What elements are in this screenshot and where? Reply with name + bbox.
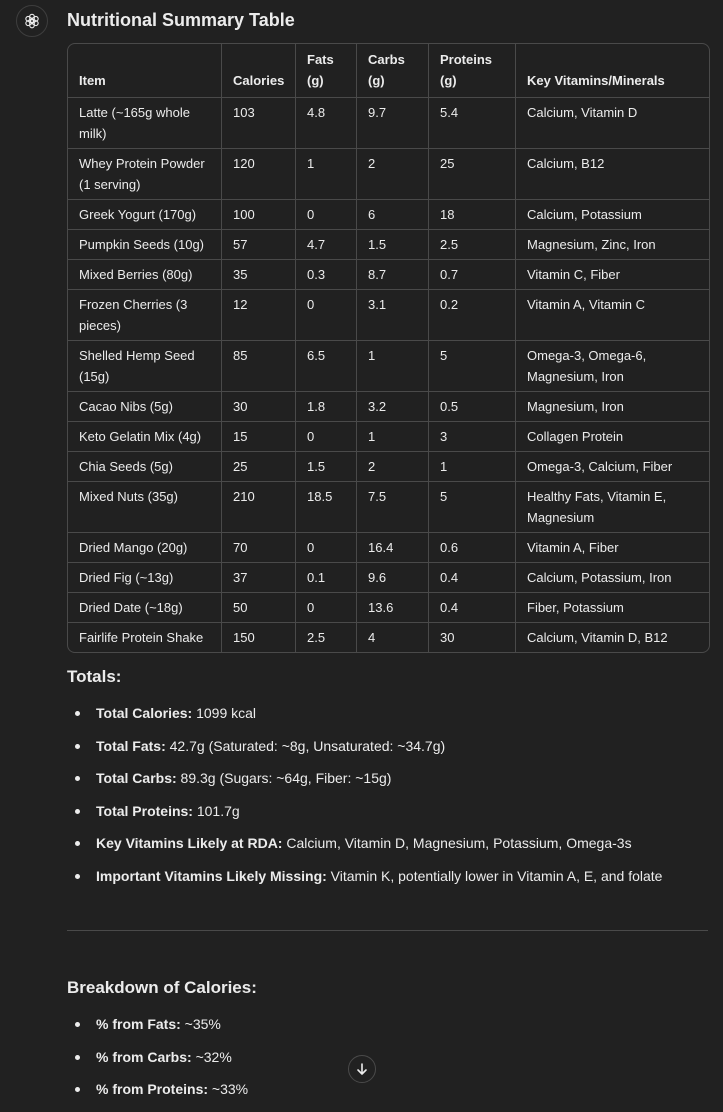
cell-carbs: 3.2: [357, 392, 429, 422]
cell-calories: 100: [222, 200, 296, 230]
table-row: [68, 200, 709, 230]
cell-item: Dried Mango (20g): [68, 533, 222, 563]
table-row: [68, 260, 709, 290]
table-header-row: [68, 44, 709, 98]
header-vitamins: Key Vitamins/Minerals: [516, 44, 710, 98]
cell-item: Dried Fig (~13g): [68, 563, 222, 593]
cell-proteins: 25: [429, 149, 516, 200]
cell-fats: 0.3: [296, 260, 357, 290]
cell-vitamins: Omega-3, Calcium, Fiber: [516, 452, 710, 482]
table-row: [68, 341, 709, 392]
cell-calories: 120: [222, 149, 296, 200]
cell-calories: 85: [222, 341, 296, 392]
cell-fats: 6.5: [296, 341, 357, 392]
cell-calories: 210: [222, 482, 296, 533]
cell-vitamins: Magnesium, Iron: [516, 392, 710, 422]
assistant-avatar: [16, 5, 48, 37]
arrow-down-icon: [355, 1062, 369, 1076]
cell-fats: 1.5: [296, 452, 357, 482]
cell-item: Shelled Hemp Seed (15g): [68, 341, 222, 392]
cell-carbs: 2: [357, 452, 429, 482]
cell-carbs: 2: [357, 149, 429, 200]
cell-item: Latte (~165g whole milk): [68, 98, 222, 149]
cell-vitamins: Calcium, Potassium, Iron: [516, 563, 710, 593]
header-calories: Calories: [222, 44, 296, 98]
cell-proteins: 0.7: [429, 260, 516, 290]
cell-calories: 15: [222, 422, 296, 452]
cell-item: Cacao Nibs (5g): [68, 392, 222, 422]
header-fats: Fats (g): [296, 44, 357, 98]
cell-carbs: 16.4: [357, 533, 429, 563]
cell-fats: 0: [296, 200, 357, 230]
cell-carbs: 7.5: [357, 482, 429, 533]
chatgpt-logo-icon: [23, 12, 41, 30]
table-row: [68, 482, 709, 533]
cell-carbs: 6: [357, 200, 429, 230]
cell-proteins: 0.6: [429, 533, 516, 563]
header-carbs: Carbs (g): [357, 44, 429, 98]
cell-item: Mixed Berries (80g): [68, 260, 222, 290]
list-item: Total Fats: 42.7g (Saturated: ~8g, Unsaturated: ~34.7g): [67, 736, 708, 756]
cell-proteins: 0.2: [429, 290, 516, 341]
cell-carbs: 9.6: [357, 563, 429, 593]
cell-proteins: 3: [429, 422, 516, 452]
cell-carbs: 1: [357, 422, 429, 452]
table-row: [68, 230, 709, 260]
cell-proteins: 5: [429, 341, 516, 392]
cell-calories: 57: [222, 230, 296, 260]
cell-calories: 70: [222, 533, 296, 563]
cell-carbs: 3.1: [357, 290, 429, 341]
header-proteins: Proteins (g): [429, 44, 516, 98]
table-row: [68, 563, 709, 593]
cell-carbs: 4: [357, 623, 429, 653]
cell-carbs: 1: [357, 341, 429, 392]
cell-fats: 0.1: [296, 563, 357, 593]
cell-item: Pumpkin Seeds (10g): [68, 230, 222, 260]
cell-vitamins: Collagen Protein: [516, 422, 710, 452]
cell-proteins: 0.4: [429, 593, 516, 623]
cell-vitamins: Calcium, B12: [516, 149, 710, 200]
cell-vitamins: Calcium, Potassium: [516, 200, 710, 230]
cell-proteins: 1: [429, 452, 516, 482]
cell-calories: 12: [222, 290, 296, 341]
divider: [67, 930, 708, 931]
table-row: [68, 422, 709, 452]
cell-proteins: 30: [429, 623, 516, 653]
cell-vitamins: Vitamin C, Fiber: [516, 260, 710, 290]
cell-proteins: 0.4: [429, 563, 516, 593]
header-item: Item: [68, 44, 222, 98]
page-title: Nutritional Summary Table: [67, 10, 295, 30]
cell-proteins: 5.4: [429, 98, 516, 149]
table-row: [68, 290, 709, 341]
table-row: [68, 623, 709, 653]
cell-vitamins: Healthy Fats, Vitamin E, Magnesium: [516, 482, 710, 533]
cell-proteins: 0.5: [429, 392, 516, 422]
list-item: Important Vitamins Likely Missing: Vitamin K, potentially lower in Vitamin A, E, and folate: [67, 866, 708, 886]
cell-vitamins: Omega-3, Omega-6, Magnesium, Iron: [516, 341, 710, 392]
cell-fats: 4.7: [296, 230, 357, 260]
cell-carbs: 9.7: [357, 98, 429, 149]
cell-item: Mixed Nuts (35g): [68, 482, 222, 533]
cell-item: Keto Gelatin Mix (4g): [68, 422, 222, 452]
cell-item: Fairlife Protein Shake: [68, 623, 222, 653]
cell-fats: 0: [296, 593, 357, 623]
nutrition-table: [68, 44, 709, 652]
table-row: [68, 452, 709, 482]
cell-vitamins: Calcium, Vitamin D: [516, 98, 710, 149]
cell-fats: 1.8: [296, 392, 357, 422]
cell-calories: 30: [222, 392, 296, 422]
cell-calories: 150: [222, 623, 296, 653]
list-item: Key Vitamins Likely at RDA: Calcium, Vitamin D, Magnesium, Potassium, Omega-3s: [67, 833, 708, 853]
cell-calories: 35: [222, 260, 296, 290]
cell-fats: 0: [296, 290, 357, 341]
cell-item: Dried Date (~18g): [68, 593, 222, 623]
cell-calories: 103: [222, 98, 296, 149]
scroll-to-bottom-button[interactable]: [348, 1055, 376, 1083]
table-row: [68, 392, 709, 422]
cell-carbs: 8.7: [357, 260, 429, 290]
cell-carbs: 13.6: [357, 593, 429, 623]
list-item: Total Carbs: 89.3g (Sugars: ~64g, Fiber: ~15g): [67, 768, 708, 788]
cell-vitamins: Fiber, Potassium: [516, 593, 710, 623]
table-row: [68, 149, 709, 200]
cell-fats: 18.5: [296, 482, 357, 533]
cell-fats: 0: [296, 422, 357, 452]
cell-item: Whey Protein Powder (1 serving): [68, 149, 222, 200]
table-row: [68, 533, 709, 563]
cell-fats: 1: [296, 149, 357, 200]
cell-calories: 37: [222, 563, 296, 593]
cell-item: Frozen Cherries (3 pieces): [68, 290, 222, 341]
breakdown-list: [67, 1014, 708, 1112]
cell-proteins: 18: [429, 200, 516, 230]
cell-vitamins: Magnesium, Zinc, Iron: [516, 230, 710, 260]
cell-carbs: 1.5: [357, 230, 429, 260]
cell-proteins: 5: [429, 482, 516, 533]
totals-heading: Totals:: [67, 667, 122, 686]
cell-item: Greek Yogurt (170g): [68, 200, 222, 230]
cell-vitamins: Calcium, Vitamin D, B12: [527, 630, 668, 645]
cell-fats: 2.5: [296, 623, 357, 653]
cell-item: Chia Seeds (5g): [68, 452, 222, 482]
list-item: % from Fats: ~35%: [67, 1014, 708, 1034]
cell-fats: 4.8: [296, 98, 357, 149]
cell-calories: 50: [222, 593, 296, 623]
cell-calories: 25: [222, 452, 296, 482]
cell-vitamins: Vitamin A, Vitamin C: [516, 290, 710, 341]
cell-fats: 0: [296, 533, 357, 563]
table-row: [68, 98, 709, 149]
cell-proteins: 2.5: [429, 230, 516, 260]
list-item: % from Carbs: ~32%: [67, 1047, 708, 1067]
breakdown-heading: Breakdown of Calories:: [67, 978, 257, 997]
totals-list: [67, 703, 708, 899]
cell-vitamins: Vitamin A, Fiber: [516, 533, 710, 563]
list-item: Total Proteins: 101.7g: [67, 801, 708, 821]
table-row: [68, 593, 709, 623]
list-item: Total Calories: 1099 kcal: [67, 703, 708, 723]
nutrition-table-container: [67, 43, 710, 653]
list-item: % from Proteins: ~33%: [67, 1079, 708, 1099]
